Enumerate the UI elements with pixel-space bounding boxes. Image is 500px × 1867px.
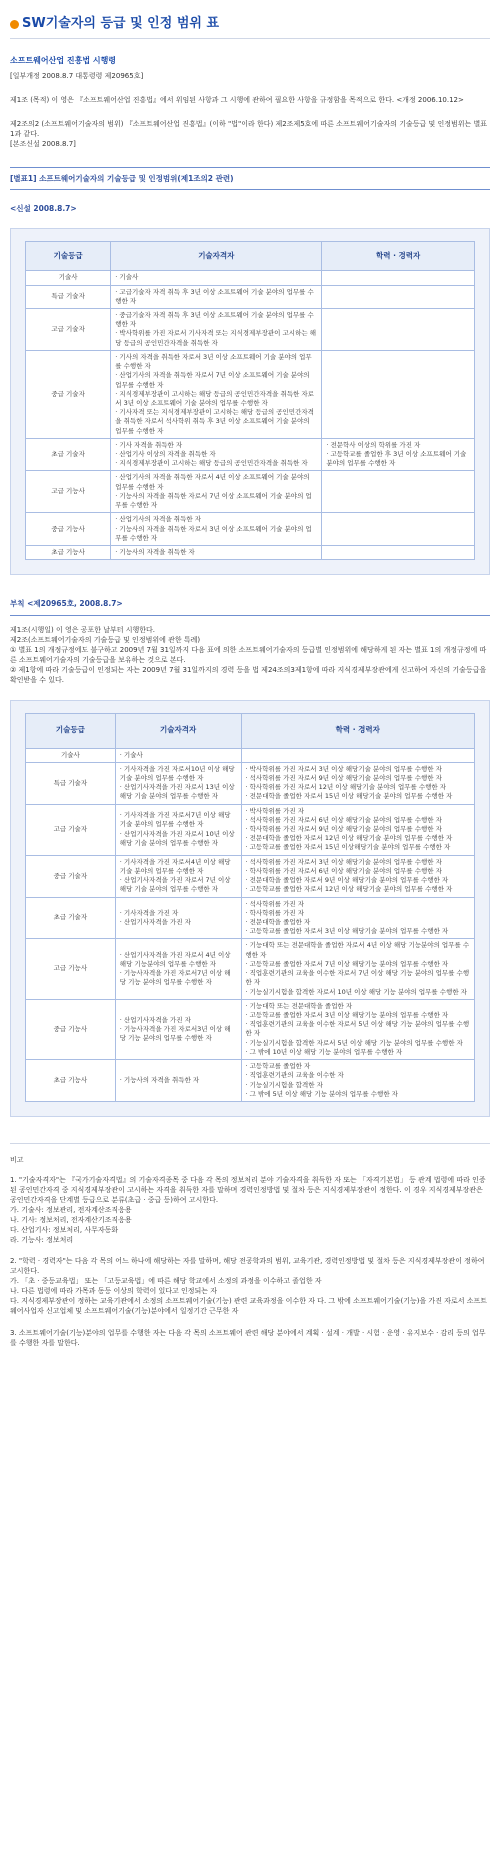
cert-item: · 산업기사자격을 가진 자로서 10년 이상 해당 기술 분야의 업무를 수행한 자 bbox=[119, 829, 235, 847]
grade-cell: 중급 기술자 bbox=[26, 855, 116, 897]
edu-cell bbox=[241, 939, 474, 999]
table-row bbox=[26, 513, 475, 546]
cert-cell bbox=[111, 513, 322, 546]
page-title bbox=[10, 0, 490, 35]
cert-cell bbox=[115, 804, 241, 855]
cert-item: · 중급기술자 자격 취득 후 3년 이상 소프트웨어 기술 분야의 업무를 수행한 자 bbox=[115, 310, 314, 329]
addenda-line: ② 제1항에 따라 기술등급이 인정되는 자는 2009년 7월 31일까지의 경력 등을 법 제24조의3제1항에 따라 지식경제부장관에게 신고하여 자신의 기술등급을 확인받을 수 있다. bbox=[10, 665, 487, 684]
new-note: <신설 2008.8.7> bbox=[10, 203, 77, 213]
edu-item: · 고등학교를 졸업한 자로서 15년 이상해당기술 분야의 업무를 수행한 자 bbox=[245, 843, 451, 852]
remarks-divider bbox=[10, 1143, 490, 1144]
edu-item: · 석사학위를 가진 자로서 6년 이상 해당기술 분야의 업무를 수행한 자 bbox=[245, 815, 442, 824]
edu-cell bbox=[241, 897, 474, 939]
edu-item: · 전문대학을 졸업한 자로서 15년 이상 해당기술 분야의 업무를 수행한 자 bbox=[245, 792, 453, 801]
cert-item: · 산업기사의 자격을 취득한 자로서 4년 이상 소프트웨어 기술 분야의 업무를 수행한 자 bbox=[115, 473, 310, 491]
header-grade: 기술등급 bbox=[26, 713, 116, 748]
grade-cell: 중급 기능사 bbox=[26, 513, 111, 546]
remarks-paragraph: 가. 「초 · 중등교육법」 또는 「고등교육법」에 따른 해당 학교에서 소정의 과정을 이수하고 졸업한 자 bbox=[10, 1277, 322, 1286]
grade-cell: 중급 기술자 bbox=[26, 350, 111, 438]
cert-item: · 산업기사의 자격을 취득한 자 bbox=[115, 515, 201, 524]
edu-cell bbox=[322, 513, 475, 546]
grade-cell: 특급 기술자 bbox=[26, 762, 116, 804]
table-row bbox=[26, 350, 475, 438]
edu-cell bbox=[241, 748, 474, 762]
cert-item: · 기사자격을 가진 자로서4년 이상 해당 기술 분야의 업무를 수행한 자 bbox=[119, 857, 231, 875]
header-cert: 기술자격자 bbox=[115, 713, 241, 748]
edu-item: · 전문대학을 졸업한 자로서 9년 이상 해당기술 분야의 업무를 수행한 자 bbox=[245, 876, 449, 885]
remarks-paragraph: 2. "학력 · 경력자"는 다음 각 목의 어느 하나에 해당하는 자를 말하며, 해당 전공학과의 범위, 교육기관, 경력인정방법 및 절차 등은 지식경제부장관이 정하여 고시한다. bbox=[10, 1257, 485, 1276]
edu-item: · 박사학위를 가진 자로서 3년 이상 해당기술 분야의 업무를 수행한 자 bbox=[245, 764, 442, 773]
remarks bbox=[10, 1143, 490, 1349]
cert-item: · 산업기사자격을 가진 자로서 4년 이상 해당 기능분야의 업무를 수행한 자 bbox=[119, 950, 231, 968]
cert-item: · 기사자격을 가진 자로서7년 이상 해당 기술 분야의 업무를 수행한 자 bbox=[119, 811, 231, 829]
grade-cell: 특급 기술자 bbox=[26, 285, 111, 308]
remarks-paragraph: 다. 산업기사: 정보처리, 사무자동화 bbox=[10, 1225, 119, 1234]
section-rule bbox=[10, 615, 490, 616]
edu-item: · 기능실기시험을 합격한 자 bbox=[245, 1080, 323, 1089]
edu-item: · 석사학위를 가진 자로서 3년 이상 해당기술 분야의 업무를 수행한 자 bbox=[245, 857, 442, 866]
edu-item: · 학사학위를 가진 자로서 9년 이상 해당기술 분야의 업무를 수행한 자 bbox=[245, 825, 442, 834]
law-title: 소프트웨어산업 진흥법 시행령 bbox=[10, 56, 117, 65]
cert-cell bbox=[115, 1060, 241, 1102]
edu-item: · 전문학사 이상의 학위를 가진 자 bbox=[326, 440, 421, 449]
remarks-title: 비고 bbox=[10, 1155, 24, 1164]
edu-cell bbox=[241, 999, 474, 1059]
edu-cell bbox=[241, 855, 474, 897]
article-2-note: [본조신설 2008.8.7] bbox=[10, 140, 76, 149]
cert-item: · 기사자격을 가진 자로서10년 이상 해당 기술 분야의 업무를 수행한 자 bbox=[119, 764, 235, 782]
cert-item: · 기능사의 자격을 취득한 자로서 3년 이상 소프트웨어 기술 분야의 업무를 수행한 자 bbox=[115, 524, 312, 542]
edu-item: · 기능실기시험을 합격한 자로서 10년 이상 해당 기능 분야의 업무를 수행한 자 bbox=[245, 987, 467, 996]
amend-note: [일부개정 2008.8.7 대통령령 제20965호] bbox=[10, 72, 144, 81]
edu-cell bbox=[241, 1060, 474, 1102]
title-divider bbox=[10, 38, 490, 39]
edu-item: · 고등학교를 졸업한 자 bbox=[245, 1062, 311, 1071]
edu-item: · 전문대학을 졸업한 자로서 12년 이상 해당기술 분야의 업무를 수행한 자 bbox=[245, 834, 453, 843]
table-row bbox=[26, 271, 475, 285]
edu-item: · 기능대학 또는 전문대학을 졸업한 자로서 4년 이상 해당 기능분야의 업무를 수행한 자 bbox=[245, 941, 470, 959]
bullet-dot-icon bbox=[10, 20, 19, 29]
cert-item: · 기능사의 자격을 취득한 자 bbox=[119, 1075, 200, 1084]
cert-cell bbox=[111, 285, 322, 308]
cert-item: · 기능사자격을 가진 자로서7년 이상 해당 기능 분야의 업무를 수행한 자 bbox=[119, 969, 231, 987]
cert-item: · 기술사 bbox=[115, 273, 139, 282]
cert-item: · 산업기사 이상의 자격을 취득한 자 bbox=[115, 450, 216, 459]
table-row bbox=[26, 308, 475, 350]
addenda-text bbox=[10, 626, 490, 686]
edu-item: · 직업훈련기관의 교육을 이수한 자로서 5년 이상 해당 기능 분야의 업무를 수행한 자 bbox=[245, 1020, 470, 1038]
edu-cell bbox=[322, 438, 475, 471]
grade-cell: 고급 기술자 bbox=[26, 804, 116, 855]
cert-item: · 산업기사자격을 가진 자로서 13년 이상 해당 기술 분야의 업무를 수행한 자 bbox=[119, 783, 235, 801]
edu-item: · 석사학위를 가진 자로서 9년 이상 해당기술 분야의 업무를 수행한 자 bbox=[245, 773, 442, 782]
table-row bbox=[26, 939, 475, 999]
edu-cell bbox=[322, 471, 475, 513]
addenda-line: 제2조(소프트웨어기술자의 기술등급 및 인정범위에 관한 특례) bbox=[10, 635, 201, 644]
edu-item: · 고등학교를 졸업한 자로서 3년 이상 해당기능 분야의 업무를 수행한 자 bbox=[245, 1010, 449, 1019]
grade-table-main bbox=[25, 241, 475, 560]
table-row bbox=[26, 471, 475, 513]
table-row bbox=[26, 285, 475, 308]
edu-item: · 기능대학 또는 전문대학을 졸업한 자 bbox=[245, 1001, 353, 1010]
cert-item: · 산업기사자격을 가진 자 bbox=[119, 918, 191, 926]
grade-cell: 초급 기능사 bbox=[26, 1060, 116, 1102]
addenda-line: 제1조(시행일) 이 영은 공포한 날부터 시행한다. bbox=[10, 625, 155, 634]
cert-item: · 산업기사자격을 가진 자로서 7년 이상 해당 기술 분야의 업무를 수행한 자 bbox=[119, 876, 231, 894]
grade-table-transition bbox=[25, 713, 475, 1102]
cert-cell bbox=[111, 308, 322, 350]
edu-cell bbox=[322, 308, 475, 350]
edu-item: · 학사학위를 가진 자로서 6년 이상 해당기술 분야의 업무를 수행한 자 bbox=[245, 866, 442, 875]
table2-box bbox=[10, 700, 490, 1117]
header-cert: 기술자격자 bbox=[111, 242, 322, 271]
cert-item: · 산업기사의 자격을 취득한 자로서 7년 이상 소프트웨어 기술 분야의 업무를 수행한 자 bbox=[115, 371, 310, 389]
edu-item: · 학사학위를 가진 자로서 12년 이상 해당기술 분야의 업무를 수행한 자 bbox=[245, 783, 447, 792]
remarks-body bbox=[10, 1176, 490, 1349]
edu-item: · 학사학위를 가진 자 bbox=[245, 908, 305, 917]
edu-item: · 전문대학을 졸업한 자 bbox=[245, 918, 311, 926]
header-grade: 기술등급 bbox=[26, 242, 111, 271]
edu-cell bbox=[322, 271, 475, 285]
remarks-paragraph: 나. 기사: 정보처리, 전자계산기조직응용 bbox=[10, 1215, 132, 1224]
cert-item: · 기사 자격을 취득한 자 bbox=[115, 440, 183, 449]
remarks-paragraph: 나. 다른 법령에 따라 가목과 동등 이상의 학력이 있다고 인정되는 자 bbox=[10, 1287, 218, 1296]
edu-item: · 직업훈련기관의 교육을 이수한 자 bbox=[245, 1071, 344, 1080]
cert-cell bbox=[115, 939, 241, 999]
cert-cell bbox=[115, 999, 241, 1059]
grade-cell: 초급 기능사 bbox=[26, 546, 111, 560]
cert-cell bbox=[111, 271, 322, 285]
edu-item: · 석사학위를 가진 자 bbox=[245, 899, 305, 908]
remarks-paragraph: 가. 기술사: 정보관리, 전자계산조직응용 bbox=[10, 1205, 132, 1214]
cert-item: · 고급기술자 자격 취득 후 3년 이상 소프트웨어 기술 분야의 업무를 수행한 자 bbox=[115, 287, 314, 305]
edu-item: · 직업훈련기관의 교육을 이수한 자로서 7년 이상 해당 기능 분야의 업무를 수행한 자 bbox=[245, 969, 470, 987]
table-row bbox=[26, 999, 475, 1059]
cert-cell bbox=[111, 438, 322, 471]
section-rule bbox=[10, 189, 490, 190]
edu-item: · 그 밖에 5년 이상 해당 기능 분야의 업무를 수행한 자 bbox=[245, 1089, 398, 1098]
cert-cell bbox=[115, 855, 241, 897]
edu-item: · 그 밖에 10년 이상 해당 기능 분야의 업무를 수행한 자 bbox=[245, 1047, 403, 1056]
table-row bbox=[26, 748, 475, 762]
cert-item: · 지식경제부장관이 고시하는 해당 등급의 공인민간자격을 취득한 자로서 3년 이상 소프트웨어 기술 분야의 업무를 수행한 자 bbox=[115, 389, 314, 407]
table-row bbox=[26, 897, 475, 939]
remarks-paragraph: 1. "기술자격자"는 『국가기술자격법』의 기술자격종목 중 다음 각 목의 정보처리 분야 기술자격을 취득한 자 또는 「자격기본법」 등 관계 법령에 따라 인증된 공인민간자격 중 지식경제부장관이 고시하는 자격을 취득한 자를 말하며 경력인정방법 및 절차 등은 지식경제부장관이 정한다. 이 경우 지식경제부장관은 공인민간자격을 단계별 등급으로 분류(초급 · 중급 등)하여 고시한다. bbox=[10, 1175, 486, 1204]
table-row bbox=[26, 1060, 475, 1102]
grade-cell: 기술사 bbox=[26, 271, 111, 285]
article-1: 제1조 (목적) 이 영은 『소프트웨어산업 진흥법』에서 위임된 사항과 그 시행에 관하여 필요한 사항을 규정함을 목적으로 한다. <개정 2006.10.12> bbox=[10, 96, 464, 105]
cert-item: · 산업기사자격을 가진 자 bbox=[119, 1015, 191, 1024]
addenda-line: ① 별표 1의 개정규정에도 불구하고 2009년 7월 31일까지 다음 표에 의한 소프트웨어기술자의 등급별 인정범위에 해당하게 된 자는 별표 1의 개정규정에 따른 소프트웨어기술자의 기술등급을 보유하는 것으로 본다. bbox=[10, 645, 487, 664]
table1-box bbox=[10, 228, 490, 575]
cert-item: · 기술사 bbox=[119, 750, 143, 759]
edu-item: · 박사학위를 가진 자 bbox=[245, 806, 305, 815]
annex-title: [별표1] 소프트웨어기술자의 기술등급 및 인정범위(제1조의2 관련) bbox=[10, 174, 234, 184]
remarks-paragraph: 3. 소프트웨어기술(기능)분야의 업무를 수행한 자는 다음 각 목의 소프트웨어 관련 해당 분야에서 계획 · 설계 · 개발 · 시험 · 운영 · 유지보수 · 감리 등의 업무를 수행한 자를 말한다. bbox=[10, 1329, 486, 1347]
edu-item: · 고등학교를 졸업한 후 3년 이상 소프트웨어 기술 분야의 업무를 수행한 자 bbox=[326, 450, 467, 468]
edu-cell bbox=[241, 804, 474, 855]
cert-cell bbox=[115, 748, 241, 762]
grade-cell: 중급 기능사 bbox=[26, 999, 116, 1059]
table-row bbox=[26, 804, 475, 855]
table-row bbox=[26, 855, 475, 897]
edu-cell bbox=[322, 350, 475, 438]
grade-cell: 초급 기술자 bbox=[26, 438, 111, 471]
cert-cell bbox=[115, 762, 241, 804]
cert-cell bbox=[115, 897, 241, 939]
article-2: 제2조의2 (소프트웨어기술자의 범위) 『소프트웨어산업 진흥법』(이하 "법"이라 한다) 제2조제5호에 따른 소프트웨어기술자의 기술등급 및 인정범위는 별표 1과 같다. bbox=[10, 120, 488, 139]
edu-item: · 고등학교를 졸업한 자로서 7년 이상 해당기능 분야의 업무를 수행한 자 bbox=[245, 959, 449, 968]
remarks-paragraph: 라. 기능사: 정보처리 bbox=[10, 1235, 74, 1244]
edu-cell bbox=[241, 762, 474, 804]
page-title-text: SW기술자의 등급 및 인정 범위 표 bbox=[22, 15, 220, 31]
edu-cell bbox=[322, 546, 475, 560]
cert-item: · 기사의 자격을 취득한 자로서 3년 이상 소프트웨어 기술 분야의 업무를 수행한 자 bbox=[115, 352, 312, 371]
cert-item: · 지식경제부장관이 고시하는 해당 등급의 공인민간자격을 취득한 자 bbox=[115, 459, 308, 468]
edu-cell bbox=[322, 285, 475, 308]
cert-cell bbox=[111, 546, 322, 560]
grade-cell: 고급 기능사 bbox=[26, 471, 111, 513]
cert-item: · 기사자격 또는 지식경제부장관이 고시하는 해당 등급의 공인민간자격을 취득한 자로서 석사학위 취득 후 3년 이상 소프트웨어 기술 분야의 업무를 수행한 자 bbox=[115, 408, 314, 435]
remarks-paragraph: 다. 지식경제부장관이 정하는 교육기관에서 소정의 소프트웨어기술(기능) 관련 교육과정을 이수한 자 다. 그 밖에 소프트웨어기술(기능)을 가진 자로서 소프트웨어사업자 신고업체 및 소프트웨어기술(기능)분야에서 일정기간 근무한 자 bbox=[10, 1297, 487, 1316]
grade-cell: 초급 기술자 bbox=[26, 897, 116, 939]
grade-cell: 고급 기능사 bbox=[26, 939, 116, 999]
cert-item: · 기능사의 자격을 취득한 자로서 7년 이상 소프트웨어 기술 분야의 업무를 수행한 자 bbox=[115, 491, 312, 510]
edu-item: · 고등학교를 졸업한 자로서 3년 이상 해당기술 분야의 업무를 수행한 자 bbox=[245, 927, 449, 936]
header-edu: 학력 · 경력자 bbox=[241, 713, 474, 748]
header-edu: 학력 · 경력자 bbox=[322, 242, 475, 271]
grade-cell: 기술사 bbox=[26, 748, 116, 762]
edu-item: · 고등학교를 졸업한 자로서 12년 이상 해당기술 분야의 업무를 수행한 자 bbox=[245, 885, 453, 894]
addenda-title: 부칙 <제20965호, 2008.8.7> bbox=[10, 599, 123, 609]
grade-cell: 고급 기술자 bbox=[26, 308, 111, 350]
cert-item: · 기사자격을 가진 자 bbox=[119, 908, 179, 917]
cert-cell bbox=[111, 350, 322, 438]
cert-item: · 박사학위를 가진 자로서 기사자격 또는 지식경제부장관이 고시하는 해당 등급의 공인민간자격을 취득한 자 bbox=[115, 329, 316, 347]
table-row bbox=[26, 762, 475, 804]
table-row bbox=[26, 546, 475, 560]
cert-item: · 기능사자격을 가진 자로서3년 이상 해당 기능 분야의 업무를 수행한 자 bbox=[119, 1024, 231, 1043]
edu-item: · 기능실기시험을 합격한 자로서 5년 이상 해당 기능 분야의 업무를 수행한 자 bbox=[245, 1038, 463, 1047]
cert-cell bbox=[111, 471, 322, 513]
cert-item: · 기능사의 자격을 취득한 자 bbox=[115, 548, 195, 557]
table-row bbox=[26, 438, 475, 471]
